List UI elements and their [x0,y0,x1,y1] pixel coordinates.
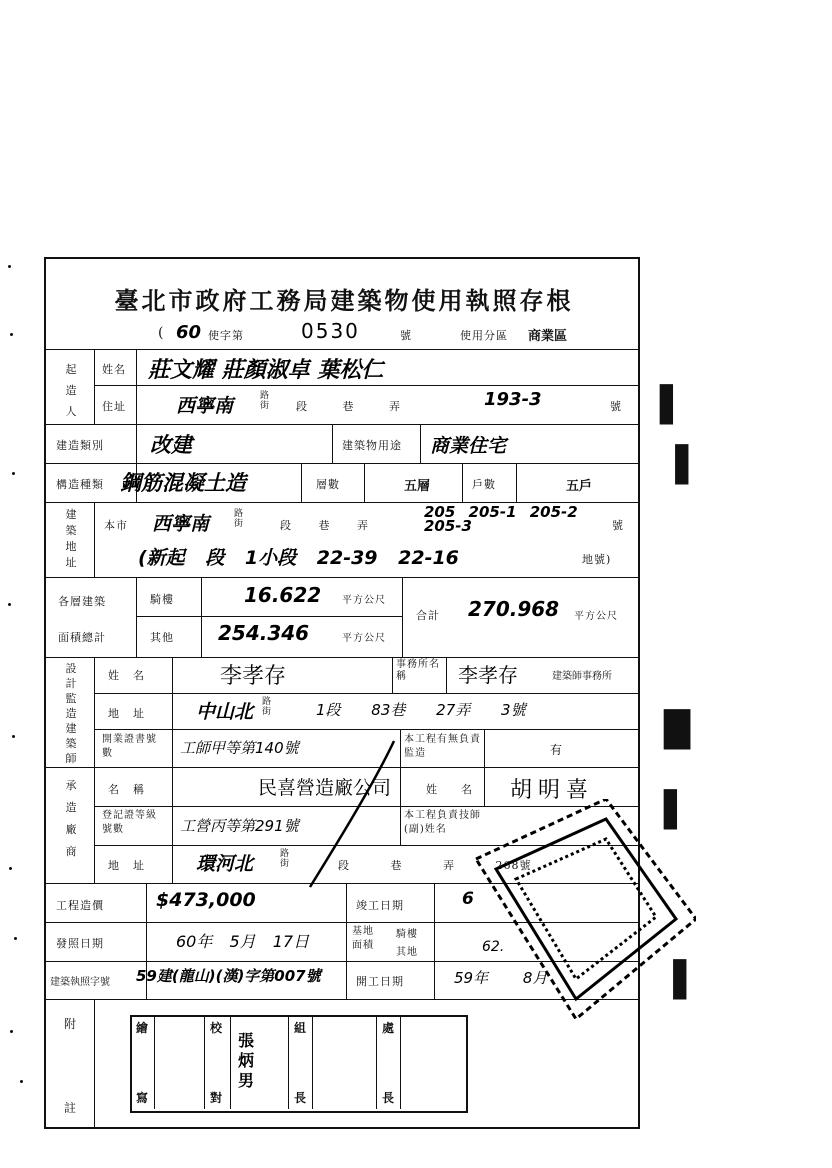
permit-value: 59建(龍山)(漢)字第007號 [136,967,321,985]
applicant-name-value: 莊文耀 莊顏淑卓 葉松仁 [148,358,384,383]
architect-name-label: 姓名 [108,669,158,682]
cost-label: 工程造價 [56,899,104,912]
contractor-address-label: 地址 [108,859,158,872]
contractor-person-value: 胡明喜 [510,778,595,803]
permit-label: 建築執照字號 [50,977,110,988]
building-use-label: 建築物用途 [342,439,402,452]
contractor-address-road: 環河北 [196,853,254,875]
applicant-address-mid: 段 巷 弄 [296,400,401,413]
scan-mark [20,1080,23,1083]
zone-label: 使用分區 [460,329,508,342]
units-label: 戶數 [472,478,496,491]
other-area-label: 其他 [150,631,174,644]
area-label-1: 各層建築 [58,595,106,608]
architect-cert-label: 開業證書號數 [102,734,157,759]
license-stub-form [44,257,640,1129]
stamp-label-check: 校 [210,1021,224,1035]
form-title: 臺北市政府工務局建築物使用執照存根 [114,286,574,315]
architect-section-label: 設計監造建築師 [65,662,77,765]
arcade-label: 騎樓 [150,593,174,606]
total-area-unit: 平方公尺 [574,611,618,622]
building-use-value: 商業住宅 [430,435,507,457]
cost-value: $473,000 [156,889,256,911]
issue-other-value: 62. [482,939,505,955]
handwritten-stroke [306,739,396,889]
site-road: 西寧南 [152,513,210,535]
scan-mark [12,472,15,475]
stamp-label-group: 組 [294,1021,308,1035]
stamp-label-verify: 對 [210,1091,224,1105]
contractor-tech-label: 本工程負責技師(副)姓名 [404,810,481,835]
contractor-person-label: 姓名 [426,783,496,796]
applicant-road-suffix: 路街 [260,391,271,411]
site-hao: 號 [612,519,624,532]
contractor-reg-label: 登記證等級號數 [102,810,157,835]
contractor-name-value: 民喜營造廠公司 [258,777,392,799]
stamp-label-office: 處 [382,1021,396,1035]
scan-mark [10,1030,13,1033]
contractor-section-label: 承造廠商 [65,779,77,858]
issue-arcade-label: 騎樓 [396,929,418,940]
architect-address-road: 中山北 [196,701,254,723]
contractor-reg-value: 工營丙等第291號 [180,817,299,835]
license-number: 0530 [301,319,360,343]
applicant-address-no: 193-3 [484,389,542,410]
start-date-value: 59年 8月 [454,969,548,987]
adjacent-page-fragment: ▐ [660,960,687,1000]
architect-road-suffix: 路街 [262,697,273,717]
site-road-suffix: 路街 [234,509,245,529]
office-suffix: 建築師事務所 [552,671,612,682]
official-seal-stamp [456,799,696,1019]
remarks-label-top: 附 [64,1017,78,1031]
contractor-address-rest: 段 巷 弄 268號 [338,859,532,872]
architect-cert-value: 工師甲等第140號 [180,739,299,757]
complete-date-value: 6 [462,889,474,909]
supervise-label: 本工程有無負責監造 [404,734,481,759]
remarks-label-bottom: 註 [64,1101,78,1115]
adjacent-page-fragment: ▐ [662,445,689,485]
office-label: 事務所名稱 [396,659,440,682]
other-area-value: 254.346 [218,621,310,645]
architect-name-value: 李孝存 [220,664,287,689]
floors-label: 層數 [316,478,340,491]
applicant-address-road: 西寧南 [176,395,234,417]
scan-mark [14,937,17,940]
stamp-name-seal: 張炳男 [238,1031,255,1090]
site-section-label: 建築地址 [65,508,77,569]
scan-mark [12,735,15,738]
start-date-label: 開工日期 [356,975,404,988]
total-area-label: 合計 [416,609,440,622]
license-suffix: 號 [400,329,412,342]
other-area-unit: 平方公尺 [342,633,386,644]
issue-date-value: 60年 5月 17日 [176,932,310,951]
build-type-label: 建造類別 [56,439,104,452]
stamp-label-leader: 長 [294,1091,308,1105]
site-mid: 段 巷 弄 [280,519,369,532]
scan-mark [9,867,12,870]
arcade-unit: 平方公尺 [342,595,386,606]
build-type-value: 改建 [150,433,192,457]
scan-mark [8,265,11,268]
units-value: 五戶 [566,479,593,494]
architect-address-rest: 1段 83巷 27弄 3號 [316,701,526,719]
floors-value: 五層 [404,479,431,494]
adjacent-page-fragment: █ [664,710,691,750]
site-land-line: (新起 段 1小段 22-39 22-16 [138,547,459,569]
supervise-value: 有 [550,743,564,757]
structure-label: 構造種類 [56,478,104,491]
license-prefix: 使字第 [208,329,244,342]
applicant-address-label: 住址 [102,400,126,413]
zone-value: 商業區 [528,329,568,344]
license-year: 60 [176,322,202,343]
scan-mark [8,603,11,606]
total-area-value: 270.968 [468,597,560,621]
stamp-label-chief: 長 [382,1091,396,1105]
site-numbers: 205 205-1 205-2 205-3 [424,503,578,535]
applicant-section-label: 起造人 [65,363,77,418]
arcade-value: 16.622 [244,583,322,607]
adjacent-page-fragment: ▌ [660,385,687,425]
area-label-2: 面積總計 [58,631,106,644]
complete-date-label: 竣工日期 [356,899,404,912]
adjacent-page-fragment: ▌ [664,790,691,830]
site-area-label: 基地面積 [352,926,374,951]
site-city-prefix: 本市 [104,519,128,532]
issue-date-label: 發照日期 [56,937,104,950]
contractor-road-suffix: 路街 [280,849,291,869]
site-land-suffix: 地號) [582,553,612,566]
stamp-label-write: 寫 [136,1091,150,1105]
issue-other-label: 其地 [396,947,418,958]
applicant-address-hao: 號 [610,400,622,413]
applicant-name-label: 姓名 [102,363,126,376]
scan-mark [10,333,13,336]
contractor-name-label: 名稱 [108,783,158,796]
office-value: 李孝存 [458,663,518,687]
stamp-label-draw: 繪 [136,1021,150,1035]
architect-address-label: 地址 [108,707,158,720]
license-open-paren: ( [158,325,165,341]
structure-value: 鋼筋混凝土造 [120,471,246,495]
